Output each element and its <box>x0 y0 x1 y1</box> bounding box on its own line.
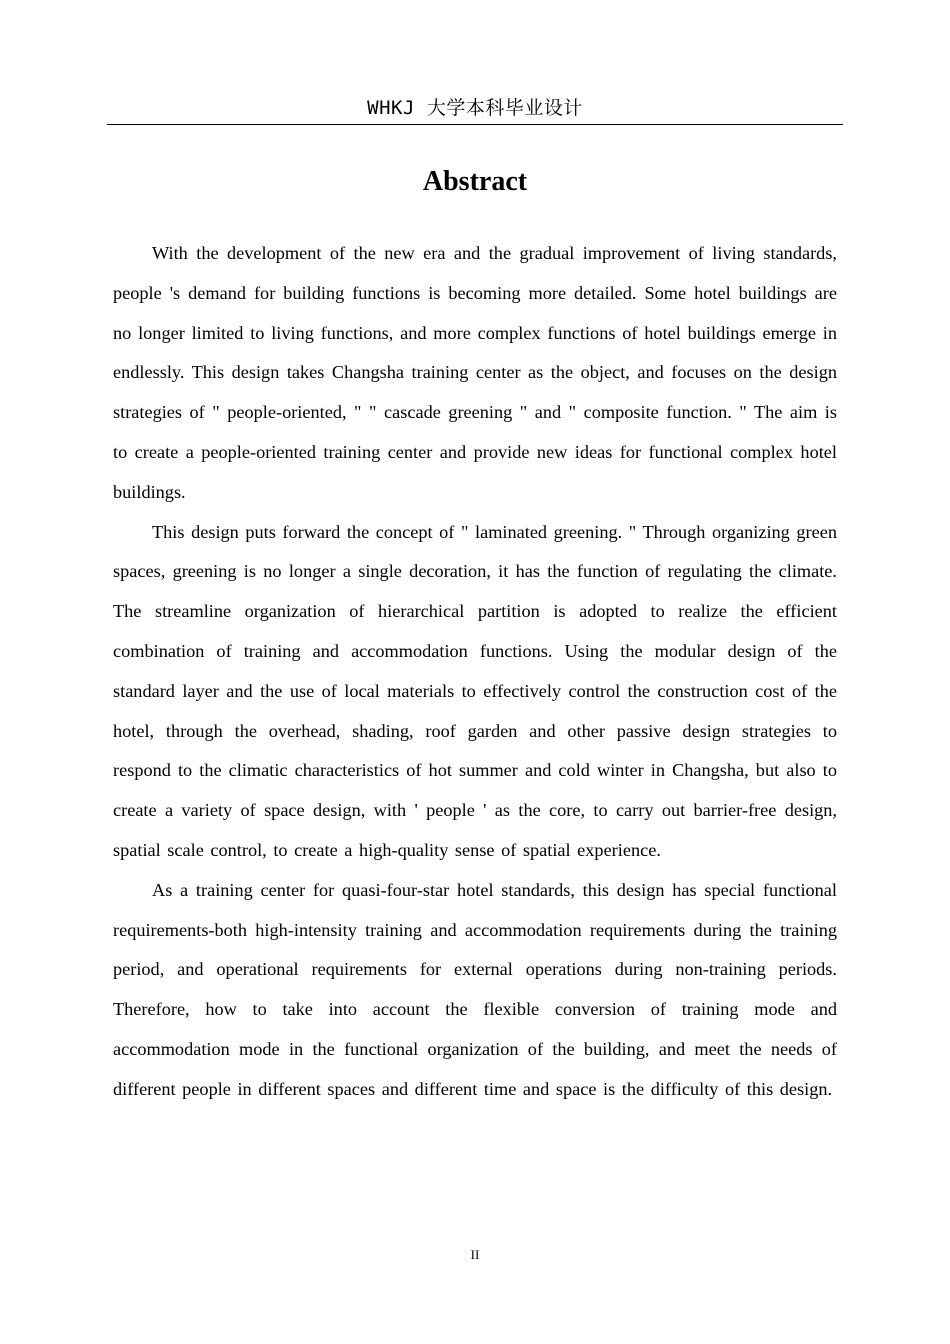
page-footer <box>0 1246 950 1264</box>
page-header <box>107 96 843 125</box>
page-number: II <box>470 1247 480 1262</box>
abstract-paragraph-1: With the development of the new era and the gradual improvement of living standards, people 's demand for building functions is becoming more detailed. Some hotel buildings are no longer limited to living functions, and more complex functions of hotel buildings emerge in endlessly. This design takes Changsha training center as the object, and focuses on the design strategies of " people-oriented, " " cascade greening " and " composite function. " The aim is to create a people-oriented training center and provide new ideas for functional complex hotel buildings. <box>113 243 837 502</box>
header-text: WHKJ 大学本科毕业设计 <box>367 97 583 119</box>
page-title: Abstract <box>422 166 528 197</box>
abstract-paragraph-2: This design puts forward the concept of " laminated greening. " Through organizing green spaces, greening is no longer a single decoration, it has the function of regulating the climate. The streamline organization of hierarchical partition is adopted to realize the efficient combination of training and accommodation functions. Using the modular design of the standard layer and the use of local materials to effectively control the construction cost of the hotel, through the overhead, shading, roof garden and other passive design strategies to respond to the climatic characteristics of hot summer and cold winter in Changsha, but also to create a variety of space design, with ' people ' as the core, to carry out barrier-free design, spatial scale control, to create a high-quality sense of spatial experience. <box>113 521 837 860</box>
abstract-paragraph-3: As a training center for quasi-four-star hotel standards, this design has special functional requirements-both high-intensity training and accommodation requirements during the training period, and operational requirements for external operations during non-training periods. Therefore, how to take into account the flexible conversion of training mode and accommodation mode in the functional organization of the building, and meet the needs of different people in different spaces and different time and space is the difficulty of this design. <box>113 879 837 1099</box>
abstract-body <box>113 234 837 1110</box>
